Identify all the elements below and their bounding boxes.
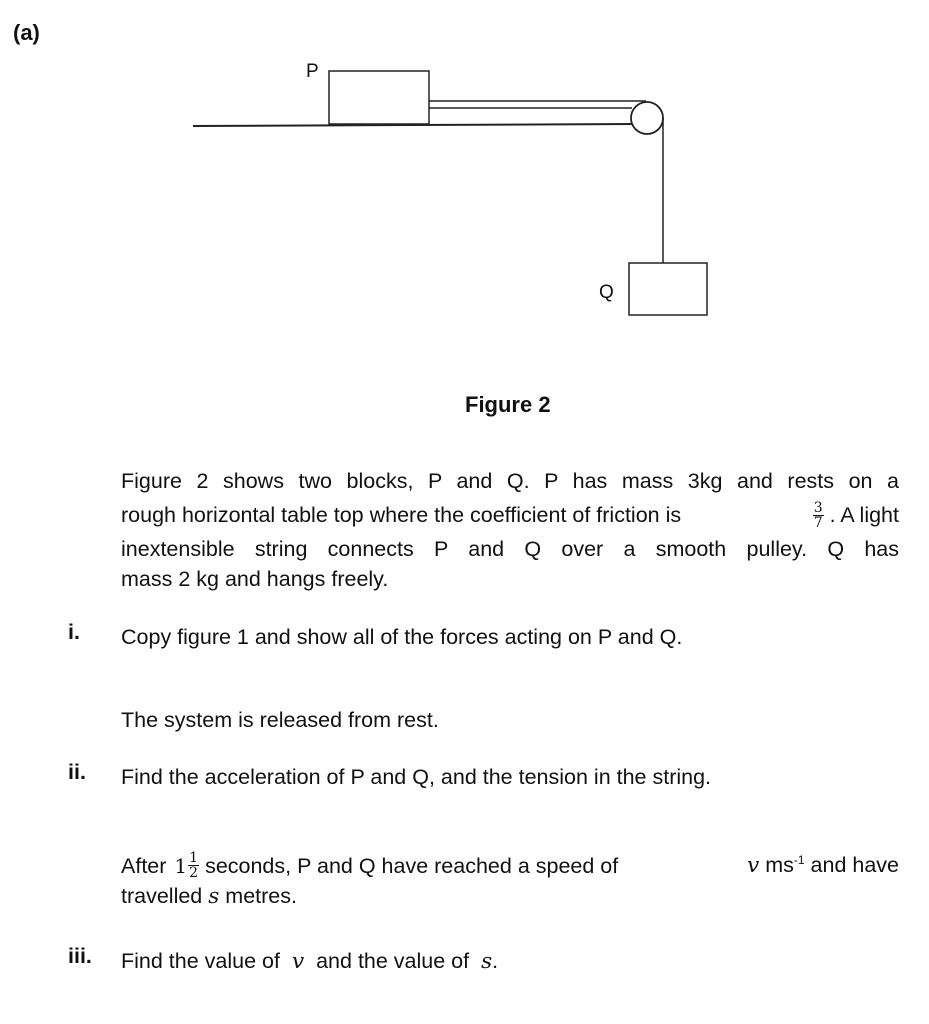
after-line-1: [121, 848, 899, 883]
figure-caption: Figure 2: [465, 392, 551, 417]
after-left: [121, 849, 618, 883]
friction-coefficient: [807, 498, 899, 532]
pulley: [631, 102, 663, 134]
question-i-text: Copy figure 1 and show all of the forces acting on P and Q.: [121, 625, 683, 649]
q3-part-a: Find the value of: [121, 949, 280, 973]
fraction-numerator: 3: [813, 499, 823, 516]
intro-line-3: inextensible string connects P and Q over a smooth pulley. Q has: [121, 537, 899, 561]
question-ii-text: Find the acceleration of P and Q, and the tension in the string.: [121, 765, 712, 789]
var-v: v: [747, 853, 760, 878]
intro-line-4: mass 2 kg and hangs freely.: [121, 567, 389, 591]
var-s: s: [208, 884, 220, 909]
intro-line-1: Figure 2 shows two blocks, P and Q. P has mass 3kg and rests on a: [121, 469, 899, 493]
after-line-2: [121, 883, 899, 910]
question-number-ii: ii.: [68, 760, 86, 784]
pulley-diagram: [0, 0, 929, 380]
mixed-whole: 1: [174, 853, 188, 878]
intro-paragraph: [121, 464, 899, 592]
after-paragraph: [121, 848, 899, 910]
metres-word: metres.: [225, 884, 297, 908]
block-q: [629, 263, 707, 315]
question-number-iii: iii.: [68, 944, 92, 968]
fraction-denominator: 7: [813, 514, 823, 531]
block-p: [329, 71, 429, 124]
q3-var-v: v: [291, 949, 305, 974]
fraction-3-7: [813, 501, 824, 530]
q3-period: .: [492, 949, 499, 973]
q3-part-b: and the value of: [316, 949, 470, 973]
intro-line-2a: rough horizontal table top where the coefficient of friction is: [121, 503, 682, 527]
intro-line-2: [121, 498, 899, 532]
q3-var-s: s: [481, 949, 493, 974]
question-number-i: i.: [68, 620, 80, 644]
unit-ms: ms: [765, 853, 794, 877]
question-iii-text: [121, 944, 899, 979]
after-right: [747, 848, 899, 883]
half-denominator: 2: [189, 865, 199, 881]
after-seconds-text: seconds, P and Q have reached a speed of: [205, 853, 619, 878]
unit-exponent: -1: [793, 852, 805, 867]
label-q: Q: [599, 282, 614, 303]
after-word: After: [121, 853, 167, 878]
released-text: The system is released from rest.: [121, 708, 439, 732]
part-label: (a): [13, 20, 40, 45]
intro-line-2b: . A light: [829, 503, 899, 527]
fraction-1-2: [188, 851, 199, 880]
label-p: P: [306, 61, 319, 82]
half-numerator: 1: [189, 850, 199, 866]
travelled-word: travelled: [121, 884, 203, 908]
after-and-have: and have: [810, 853, 899, 877]
